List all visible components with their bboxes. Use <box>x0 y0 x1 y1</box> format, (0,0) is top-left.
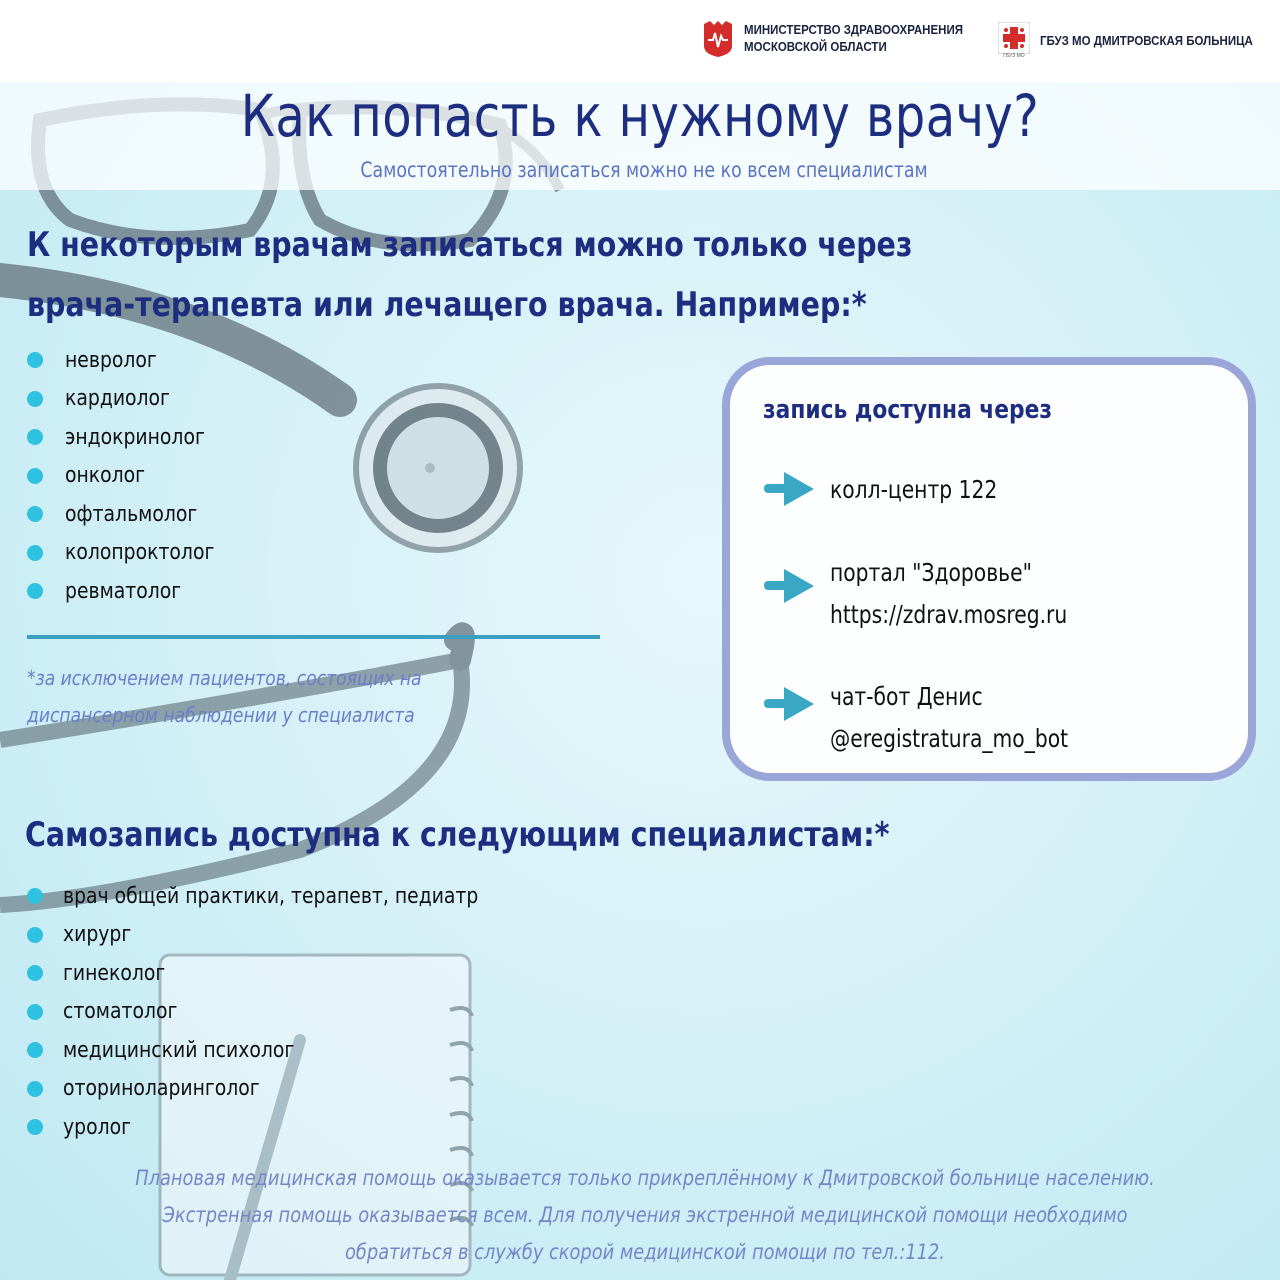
bullet-icon <box>27 1119 43 1135</box>
list-item: ревматолог <box>27 572 222 611</box>
section-divider <box>27 635 600 639</box>
bullet-icon <box>27 429 43 445</box>
referral-specialists-list <box>27 341 222 611</box>
referral-heading-line2: врача-терапевта или лечащего врача. Например:* <box>27 285 867 325</box>
list-item: оториноларинголог <box>27 1070 500 1109</box>
list-item: кардиолог <box>27 380 222 419</box>
bullet-icon <box>27 1042 43 1058</box>
hospital-logo-caption: ГБУЗ МО <box>1003 53 1025 59</box>
booking-option-chatbot <box>760 676 1089 760</box>
bullet-icon <box>27 352 43 368</box>
booking-card-title: запись доступна через <box>763 395 1052 425</box>
bullet-icon <box>27 888 43 904</box>
bullet-icon <box>27 506 43 522</box>
list-item: колопроктолог <box>27 534 222 573</box>
bullet-icon <box>27 965 43 981</box>
list-item: онколог <box>27 457 222 496</box>
list-item: эндокринолог <box>27 418 222 457</box>
hospital-cross-icon <box>998 22 1030 54</box>
referral-footnote-line2: диспансерном наблюдении у специалиста <box>27 703 415 727</box>
page-subtitle: Самостоятельно записаться можно не ко всем специалистам <box>360 158 928 182</box>
ministry-name-line2: МОСКОВСКОЙ ОБЛАСТИ <box>744 40 887 54</box>
bullet-icon <box>27 468 43 484</box>
list-item: хирург <box>27 916 500 955</box>
list-item: медицинский психолог <box>27 1031 500 1070</box>
bullet-icon <box>27 1004 43 1020</box>
list-item: гинеколог <box>27 954 500 993</box>
bullet-icon <box>27 583 43 599</box>
booking-option-call-center <box>760 469 1012 511</box>
ministry-emblem-icon <box>702 20 734 58</box>
booking-option-line1: чат-бот Денис <box>830 682 983 711</box>
footer-line3: обратиться в службу скорой медицинской помощи по тел.:112. <box>345 1240 945 1265</box>
arrow-right-icon <box>760 684 818 724</box>
referral-footnote-line1: *за исключением пациентов, состоящих на <box>27 666 422 690</box>
arrow-right-icon <box>760 566 818 606</box>
footer-note <box>0 1160 1280 1271</box>
self-booking-heading: Самозапись доступна к следующим специалистам:* <box>25 815 890 855</box>
list-item: врач общей практики, терапевт, педиатр <box>27 877 500 916</box>
ministry-logo <box>702 20 982 58</box>
referral-heading-line1: К некоторым врачам записаться можно только через <box>27 225 913 265</box>
booking-options-card <box>722 357 1256 781</box>
bullet-icon <box>27 927 43 943</box>
ministry-name-line1: МИНИСТЕРСТВО ЗДРАВООХРАНЕНИЯ <box>744 23 964 37</box>
footer-line1: Плановая медицинская помощь оказывается только прикреплённому к Дмитровской больнице населению. <box>135 1166 1155 1191</box>
footer-line2: Экстренная помощь оказывается всем. Для получения экстренной медицинской помощи необходимо <box>162 1203 1128 1228</box>
portal-link[interactable]: https://zdrav.mosreg.ru <box>830 600 1068 629</box>
list-item: офтальмолог <box>27 495 222 534</box>
booking-option-line1: колл-центр 122 <box>830 475 998 504</box>
booking-option-portal <box>760 552 1088 636</box>
hospital-name: ГБУЗ МО ДМИТРОВСКАЯ БОЛЬНИЦА <box>1040 33 1253 48</box>
bullet-icon <box>27 545 43 561</box>
bullet-icon <box>27 391 43 407</box>
chatbot-handle[interactable]: @eregistratura_mo_bot <box>830 724 1069 753</box>
page-title: Как попасть к нужному врачу? <box>240 82 1040 150</box>
hospital-logo <box>998 22 1271 60</box>
list-item: стоматолог <box>27 993 500 1032</box>
referral-footnote <box>27 660 548 734</box>
booking-option-line1: портал "Здоровье" <box>830 558 1032 587</box>
arrow-right-icon <box>760 469 818 509</box>
list-item: уролог <box>27 1108 500 1147</box>
list-item: невролог <box>27 341 222 380</box>
bullet-icon <box>27 1081 43 1097</box>
self-booking-specialists-list <box>27 877 500 1147</box>
